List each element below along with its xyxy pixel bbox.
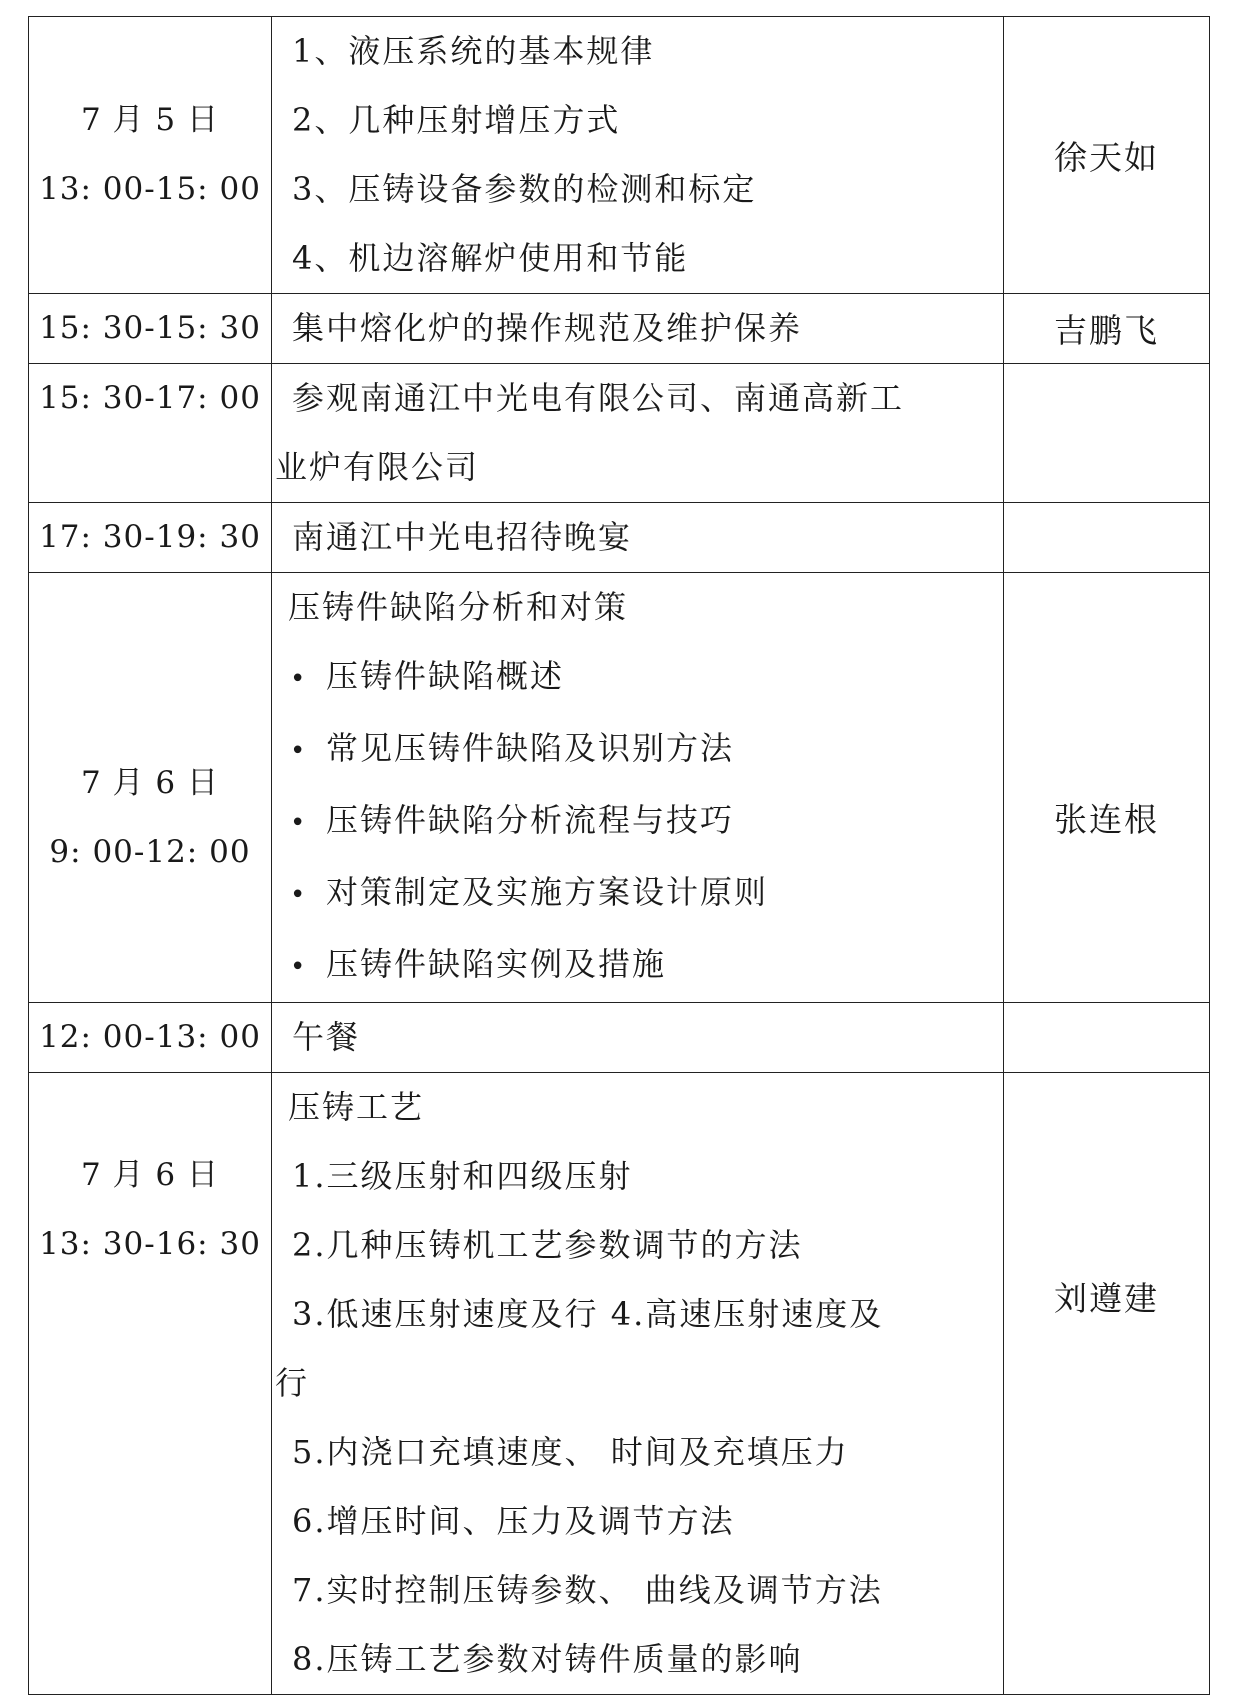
time-range-text: 15: 30-17: 00 xyxy=(39,380,261,416)
speaker-cell: 刘遵建 xyxy=(1004,1073,1210,1695)
bullet-text: 对策制定及实施方案设计原则 xyxy=(326,873,769,911)
content-line: 3.低速压射速度及行 4.高速压射速度及 xyxy=(292,1295,884,1333)
date-text: 7 月 5 日 xyxy=(80,102,219,138)
content-title: 压铸件缺陷分析和对策 xyxy=(288,588,629,626)
bullet-dot-icon: • xyxy=(290,664,308,694)
bullet-dot-icon: • xyxy=(290,952,308,982)
time-cell xyxy=(29,294,272,364)
schedule-row xyxy=(29,1003,1210,1073)
speaker-cell: 吉鹏飞 xyxy=(1004,294,1210,364)
content-cell xyxy=(272,1073,1004,1695)
content-cell xyxy=(272,503,1004,573)
time-range-text: 13: 00-15: 00 xyxy=(39,171,261,207)
content-line: 午餐 xyxy=(292,1018,361,1056)
time-cell xyxy=(29,364,272,503)
schedule-row xyxy=(29,364,1210,503)
content-line: 8.压铸工艺参数对铸件质量的影响 xyxy=(292,1640,803,1678)
content-line: 5.内浇口充填速度、 时间及充填压力 xyxy=(292,1433,849,1471)
content-cell xyxy=(272,573,1004,1003)
schedule-row xyxy=(29,573,1210,1003)
bullet-text: 压铸件缺陷概述 xyxy=(326,657,565,695)
schedule-table xyxy=(28,16,1210,1695)
bullet-item xyxy=(272,930,1003,1002)
content-cell xyxy=(272,364,1004,503)
bullet-dot-icon: • xyxy=(290,808,308,838)
content-line: 行 xyxy=(275,1364,310,1402)
time-range-text: 15: 30-15: 30 xyxy=(39,310,261,346)
time-range-text: 13: 30-16: 30 xyxy=(39,1226,261,1262)
speaker-cell xyxy=(1004,364,1210,503)
schedule-row xyxy=(29,17,1210,294)
content-cell xyxy=(272,294,1004,364)
content-line: 参观南通江中光电有限公司、南通高新工 xyxy=(292,379,905,417)
bullet-text: 压铸件缺陷分析流程与技巧 xyxy=(326,801,735,839)
content-cell xyxy=(272,1003,1004,1073)
content-line: 7.实时控制压铸参数、 曲线及调节方法 xyxy=(292,1571,883,1609)
date-text: 7 月 6 日 xyxy=(80,1157,219,1193)
content-line: 南通江中光电招待晚宴 xyxy=(292,518,633,556)
schedule-row xyxy=(29,294,1210,364)
content-line: 1、液压系统的基本规律 xyxy=(292,32,655,70)
date-text: 7 月 6 日 xyxy=(80,764,219,801)
schedule-row xyxy=(29,503,1210,573)
time-cell xyxy=(29,1073,272,1695)
content-line: 6.增压时间、压力及调节方法 xyxy=(292,1502,735,1540)
speaker-cell xyxy=(1004,503,1210,573)
bullet-dot-icon: • xyxy=(290,736,308,766)
time-cell xyxy=(29,573,272,1003)
time-cell xyxy=(29,503,272,573)
bullet-item xyxy=(272,786,1003,858)
content-line: 3、压铸设备参数的检测和标定 xyxy=(292,170,757,208)
time-cell xyxy=(29,17,272,294)
bullet-item xyxy=(272,714,1003,786)
bullet-text: 常见压铸件缺陷及识别方法 xyxy=(326,729,735,767)
time-range-text: 17: 30-19: 30 xyxy=(39,519,261,555)
time-range-text: 9: 00-12: 00 xyxy=(49,833,251,870)
time-range-text: 12: 00-13: 00 xyxy=(39,1019,261,1055)
content-line: 业炉有限公司 xyxy=(275,448,480,486)
speaker-cell xyxy=(1004,1003,1210,1073)
content-line: 4、机边溶解炉使用和节能 xyxy=(292,239,689,277)
content-line: 2.几种压铸机工艺参数调节的方法 xyxy=(292,1226,803,1264)
bullet-item xyxy=(272,642,1003,714)
schedule-row xyxy=(29,1073,1210,1695)
bullet-item xyxy=(272,858,1003,930)
content-title: 压铸工艺 xyxy=(288,1088,425,1126)
time-cell xyxy=(29,1003,272,1073)
content-cell xyxy=(272,17,1004,294)
content-line: 集中熔化炉的操作规范及维护保养 xyxy=(292,309,803,347)
content-line: 1.三级压射和四级压射 xyxy=(292,1157,633,1195)
speaker-cell: 徐天如 xyxy=(1004,17,1210,294)
bullet-text: 压铸件缺陷实例及措施 xyxy=(326,945,667,983)
bullet-dot-icon: • xyxy=(290,880,308,910)
speaker-cell: 张连根 xyxy=(1004,573,1210,1003)
content-line: 2、几种压射增压方式 xyxy=(292,101,621,139)
